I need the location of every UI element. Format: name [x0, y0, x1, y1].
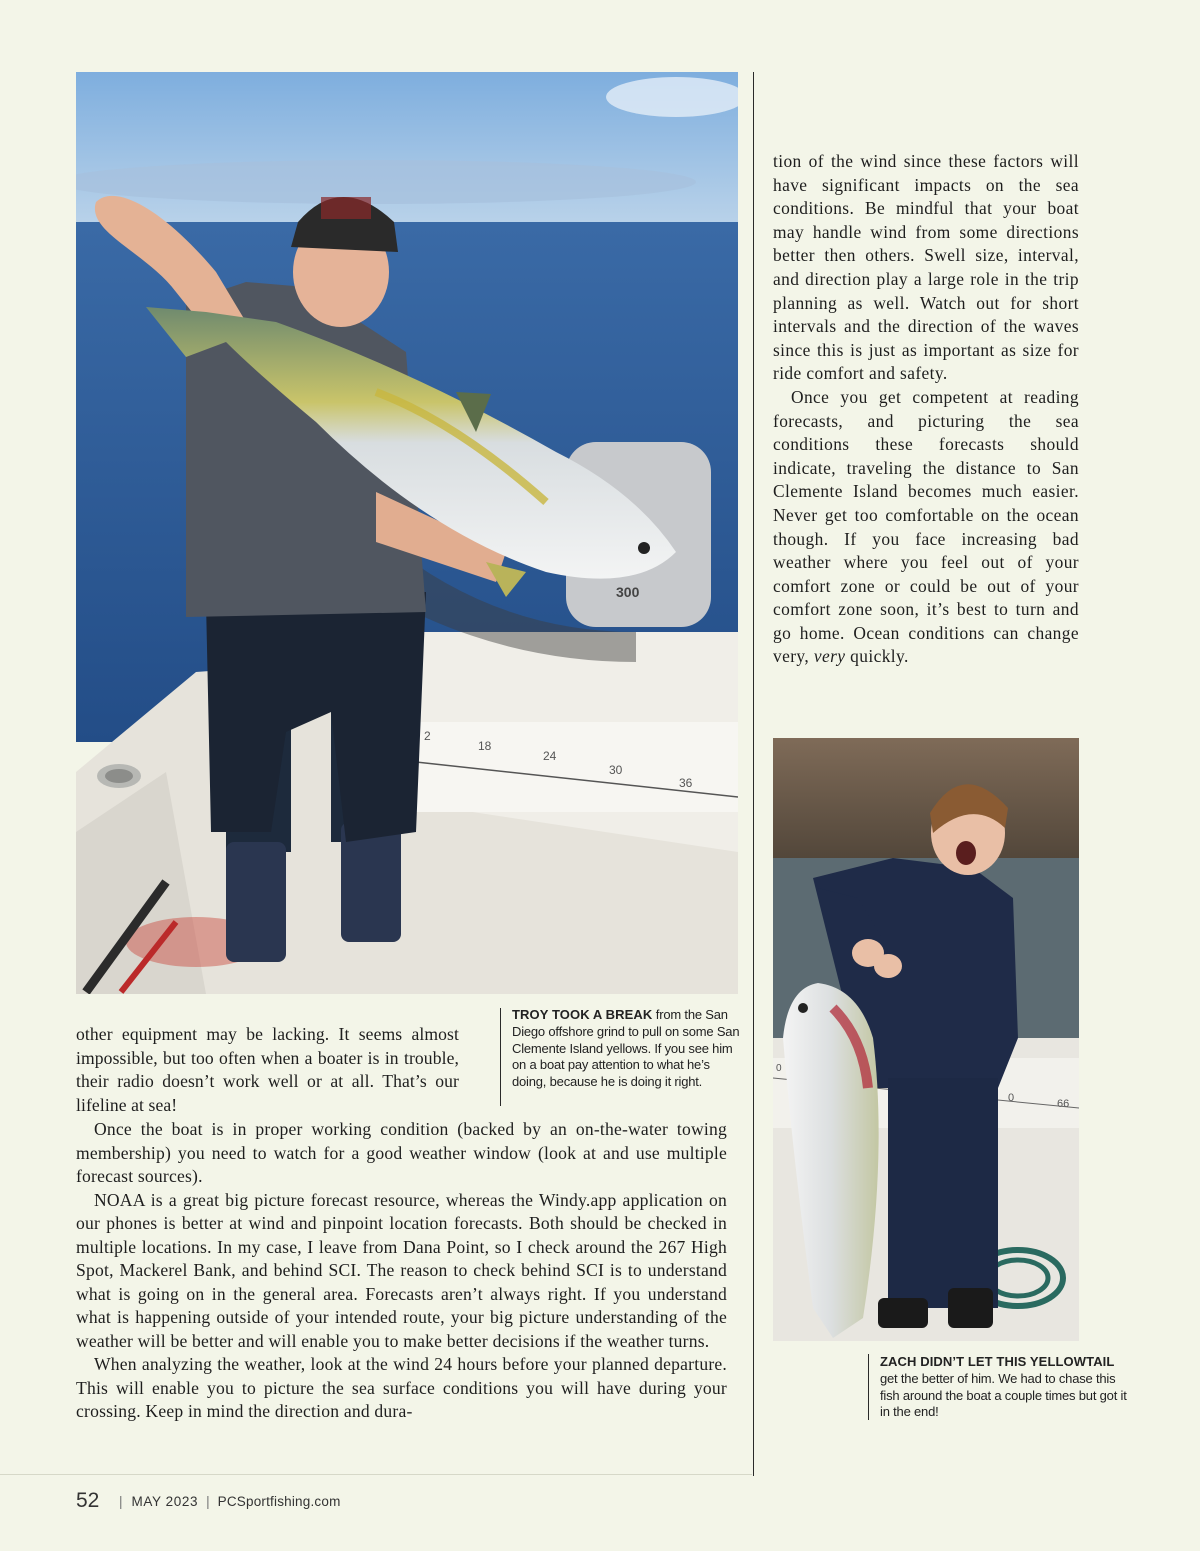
- column-divider: [753, 72, 754, 1476]
- engine-label: 300: [616, 584, 640, 600]
- caption-text: from the San Diego offshore grind to pull on some San Clemente Island yellows. If you see him on a boat pay attention to what he’s doing, because he is doing it right.: [512, 1007, 740, 1090]
- caption-rule: [500, 1008, 501, 1106]
- issue-date: MAY 2023: [131, 1493, 199, 1509]
- article-left-top: [76, 1023, 459, 1117]
- photo-caption-main: [512, 1007, 744, 1091]
- ruler-mark: 24: [543, 749, 557, 763]
- body-paragraph: When analyzing the weather, look at the wind 24 hours before your planned departure. This will enable you to picture the sea surface conditions you will have during your crossing. Keep in mind the direction and dura-: [76, 1354, 727, 1421]
- page-number: 52: [76, 1489, 100, 1512]
- article-left-main: [76, 1118, 727, 1424]
- photo-kid-illustration: [773, 738, 1079, 1341]
- body-text-segment: quickly.: [845, 646, 909, 667]
- footer-divider: [0, 1474, 752, 1475]
- ruler-mark: 18: [478, 739, 492, 753]
- caption-lead: TROY TOOK A BREAK: [512, 1007, 653, 1022]
- body-paragraph: tion of the wind since these factors will have significant impacts on the sea conditions. Be mindful that your boat may handle wind from some directions better then others. Swell size, interval, and direction play a large role in the trip planning as well. Watch out for short intervals and the direction of the waves since this is just as important as size for ride comfort and safety.: [773, 151, 1079, 384]
- footer-separator: |: [206, 1493, 210, 1509]
- photo-kid-yellowtail: [773, 738, 1079, 1341]
- body-paragraph: [773, 386, 1079, 669]
- ruler-mark: 66: [1057, 1098, 1070, 1110]
- body-paragraph: Once the boat is in proper working condition (backed by an on-the-water towing membership) you need to watch for a good weather window (look at and use multiple forecast sources).: [76, 1119, 727, 1186]
- caption-text: get the better of him. We had to chase this fish around the boat a couple times but got it in the end!: [880, 1370, 1127, 1420]
- ruler-mark: 36: [679, 776, 693, 790]
- ruler-mark: 2: [424, 729, 431, 743]
- photo-angler-illustration: [76, 72, 738, 994]
- ruler-mark: 0: [1008, 1092, 1015, 1104]
- photo-caption-kid: [880, 1354, 1130, 1421]
- photo-angler-yellowtail: [76, 72, 738, 994]
- body-text-segment: Once you get competent at reading forecasts, and picturing the sea conditions these forecasts should indicate, traveling the distance to San Clemente Island becomes much easier. Never get too comfortable on the ocean though. If you face increasing bad weather where you feel out of your comfort zone or could be out of your comfort zone soon, it’s best to turn and go home. Ocean conditions can change very,: [773, 386, 1079, 667]
- ruler-mark: 0: [776, 1063, 782, 1074]
- body-paragraph: NOAA is a great big picture forecast resource, whereas the Windy.app application on our phones is better at wind and pinpoint location forecasts. Both should be checked in multiple locations. In my case, I leave from Dana Point, so I check around the 267 High Spot, Mackerel Bank, and behind SCI. The reason to check behind SCI is to understand what is going on in the general area. Forecasts aren’t always right. If you understand what is happening outside of your intended route, your big picture understanding of the weather will be better and will enable you to make better decisions if the weather turns.: [76, 1189, 727, 1351]
- emphasis-text: very: [813, 646, 846, 667]
- footer-separator: |: [119, 1493, 123, 1509]
- ruler-mark: 30: [609, 763, 623, 777]
- page-footer: [76, 1487, 341, 1515]
- caption-lead: ZACH DIDN’T LET THIS YELLOWTAIL: [880, 1354, 1115, 1369]
- website-link[interactable]: PCSportfishing.com: [217, 1493, 341, 1509]
- article-right-column: [773, 150, 1079, 669]
- caption-rule: [868, 1354, 869, 1420]
- body-paragraph: other equipment may be lacking. It seems almost impossible, but too often when a boater is in trouble, their radio doesn’t work well or at all. That’s our lifeline at sea!: [76, 1024, 459, 1115]
